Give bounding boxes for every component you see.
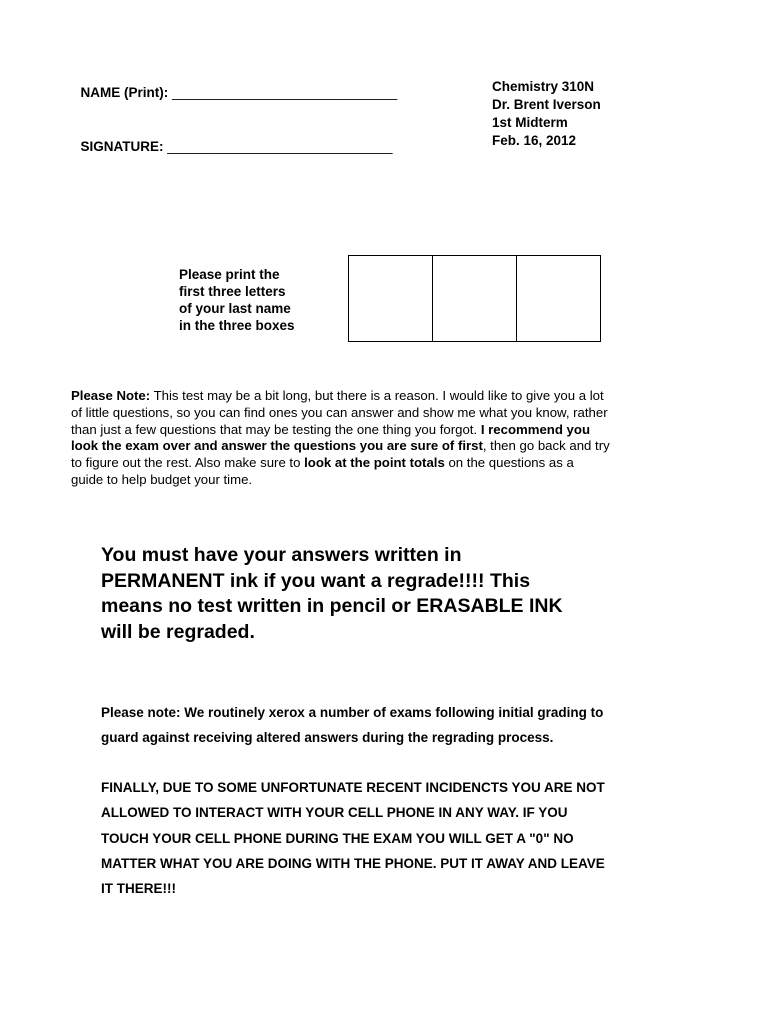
note-line <box>71 405 696 422</box>
exam-date: Feb. 16, 2012 <box>492 133 577 148</box>
note-segment: guide to help budget your time. <box>71 471 253 487</box>
note-line <box>71 455 696 472</box>
letter-box-2[interactable] <box>433 256 517 341</box>
signature-blank[interactable]: ______________________________ <box>167 139 393 154</box>
name-label: NAME (Print): <box>80 85 173 100</box>
warning-line: will be regraded. <box>101 621 255 644</box>
professor-name: Dr. Brent Iverson <box>492 97 601 112</box>
xerox-note <box>101 700 603 750</box>
phone-note-line: ALLOWED TO INTERACT WITH YOUR CELL PHONE IN ANY WAY. IF YOU <box>101 805 568 821</box>
box-instructions-line: first three letters <box>179 284 286 299</box>
note-paragraph <box>71 388 696 489</box>
note-segment: on the questions as a <box>444 455 574 471</box>
permanent-ink-warning <box>101 543 661 646</box>
note-segment: look the exam over and answer the questions you are sure of first <box>71 438 483 454</box>
phone-note-line: MATTER WHAT YOU ARE DOING WITH THE PHONE. PUT IT AWAY AND LEAVE <box>101 855 605 871</box>
note-line <box>71 422 696 439</box>
box-instructions-line: of your last name <box>179 301 291 316</box>
name-line[interactable] <box>73 70 397 100</box>
note-line <box>71 472 696 489</box>
warning-line: means no test written in pencil or ERASABLE INK <box>101 595 563 618</box>
letter-box-1[interactable] <box>349 256 433 341</box>
signature-label: SIGNATURE: <box>80 139 168 154</box>
exam-name: 1st Midterm <box>492 115 568 130</box>
phone-note-line: IT THERE!!! <box>101 881 176 897</box>
box-instructions <box>179 266 295 334</box>
xerox-note-line: guard against receiving altered answers during the regrading process. <box>101 730 554 745</box>
note-line <box>71 388 696 405</box>
note-segment: of little questions, so you can find ones you can answer and show me what you know, rather <box>71 404 608 420</box>
note-segment: , then go back and try <box>482 438 610 454</box>
phone-note-line: FINALLY, DUE TO SOME UNFORTUNATE RECENT INCIDENCTS YOU ARE NOT <box>101 780 605 795</box>
note-segment: Please Note: <box>71 388 151 403</box>
box-instructions-line: in the three boxes <box>179 318 295 333</box>
note-segment: I recommend you <box>480 421 591 437</box>
name-blank[interactable]: ______________________________ <box>172 85 398 100</box>
warning-line: PERMANENT ink if you want a regrade!!!! This <box>101 569 531 592</box>
course-name: Chemistry 310N <box>492 79 595 94</box>
course-info <box>492 78 601 150</box>
note-segment: This test may be a bit long, but there is a reason. I would like to give you a lot <box>150 388 604 403</box>
note-segment: to figure out the rest. Also make sure to <box>71 455 305 471</box>
letter-boxes <box>348 255 601 342</box>
box-instructions-line: Please print the <box>179 267 280 282</box>
phone-note-line: TOUCH YOUR CELL PHONE DURING THE EXAM YOU WILL GET A "0" NO <box>101 830 574 846</box>
signature-line[interactable] <box>73 124 393 154</box>
note-segment: look at the point totals <box>304 455 445 471</box>
note-line <box>71 438 696 455</box>
note-segment: than just a few questions that may be testing the one thing you forgot. <box>71 421 481 437</box>
xerox-note-line: Please note: We routinely xerox a number of exams following initial grading to <box>101 705 604 720</box>
cell-phone-note <box>101 775 605 901</box>
warning-line: You must have your answers written in <box>101 544 462 566</box>
letter-box-3[interactable] <box>517 256 600 341</box>
